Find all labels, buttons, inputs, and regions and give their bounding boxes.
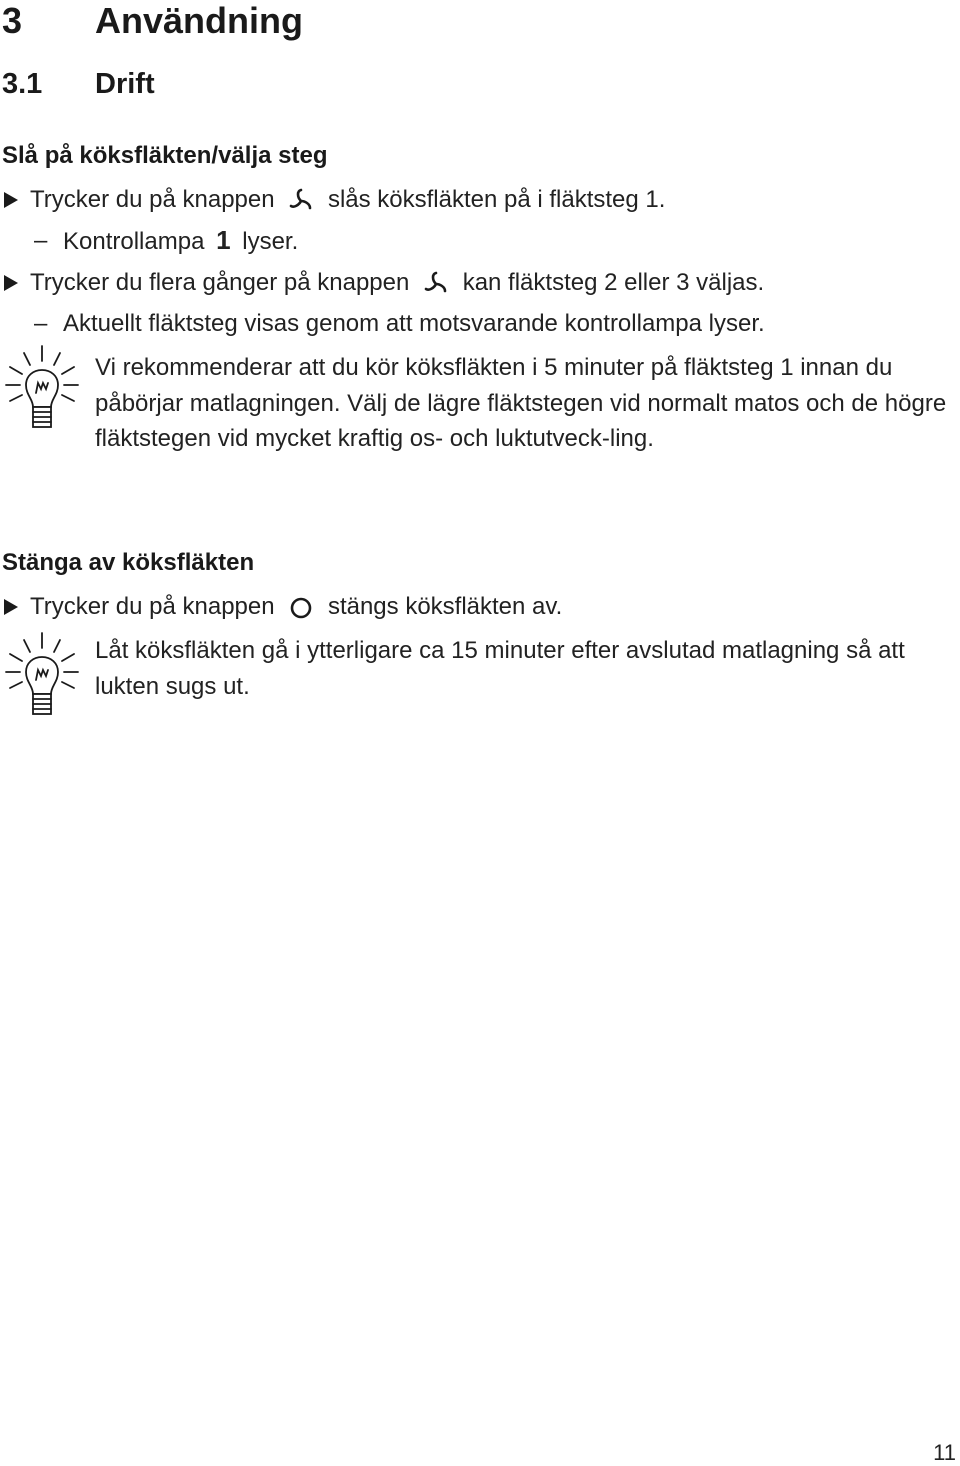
result-lamp-on xyxy=(63,223,298,259)
lamp-number: 1 xyxy=(216,225,231,255)
lightbulb-tip-icon xyxy=(0,630,84,720)
step-turn-off xyxy=(30,589,562,624)
result-current-level: Aktuellt fläktsteg visas genom att motsvarande kontrollampa lyser. xyxy=(63,310,765,337)
subheading-turn-on: Slå på köksfläkten/välja steg xyxy=(2,142,328,169)
step-text-after: slås köksfläkten på i fläktsteg 1. xyxy=(327,186,666,213)
result-dash: – xyxy=(34,227,48,254)
tip-text-run-after: Låt köksfläkten gå i ytterligare ca 15 minuter efter avslutad matlagning så att lukten sugs ut. xyxy=(95,637,905,700)
result-dash: – xyxy=(34,310,48,337)
chapter-title: Användning xyxy=(95,0,303,41)
step-text-before: Trycker du på knappen xyxy=(30,593,275,620)
page-number: 11 xyxy=(933,1440,956,1465)
result-text-before: Kontrollampa xyxy=(63,228,205,255)
step-select-level xyxy=(30,265,764,300)
section-number: 3.1 xyxy=(2,68,43,100)
step-text-before: Trycker du på knappen xyxy=(30,186,275,213)
triangle-bullet-icon xyxy=(4,192,18,208)
tip-text-preheat: Vi rekommenderar att du kör köksfläkten i 5 minuter på fläktsteg 1 innan du påbörjar matlagningen. Välj de lägre fläktstegen vid normalt matos och de högre fläktstegen vid mycket kraftig os- och luktutveck-ling. xyxy=(95,354,947,452)
step-text-before: Trycker du flera gånger på knappen xyxy=(30,269,410,296)
result-text-after: lyser. xyxy=(242,228,299,255)
lightbulb-tip-icon xyxy=(0,343,84,433)
triangle-bullet-icon xyxy=(4,599,18,615)
fan-icon xyxy=(287,187,315,215)
off-button-icon xyxy=(289,596,313,620)
step-text-after: kan fläktsteg 2 eller 3 väljas. xyxy=(462,269,765,296)
fan-icon xyxy=(422,270,450,298)
section-title: Drift xyxy=(95,68,155,100)
step-turn-on xyxy=(30,182,665,217)
chapter-number: 3 xyxy=(2,0,23,41)
triangle-bullet-icon xyxy=(4,275,18,291)
step-text-after: stängs köksfläkten av. xyxy=(327,593,563,620)
subheading-turn-off: Stänga av köksfläkten xyxy=(2,549,255,576)
